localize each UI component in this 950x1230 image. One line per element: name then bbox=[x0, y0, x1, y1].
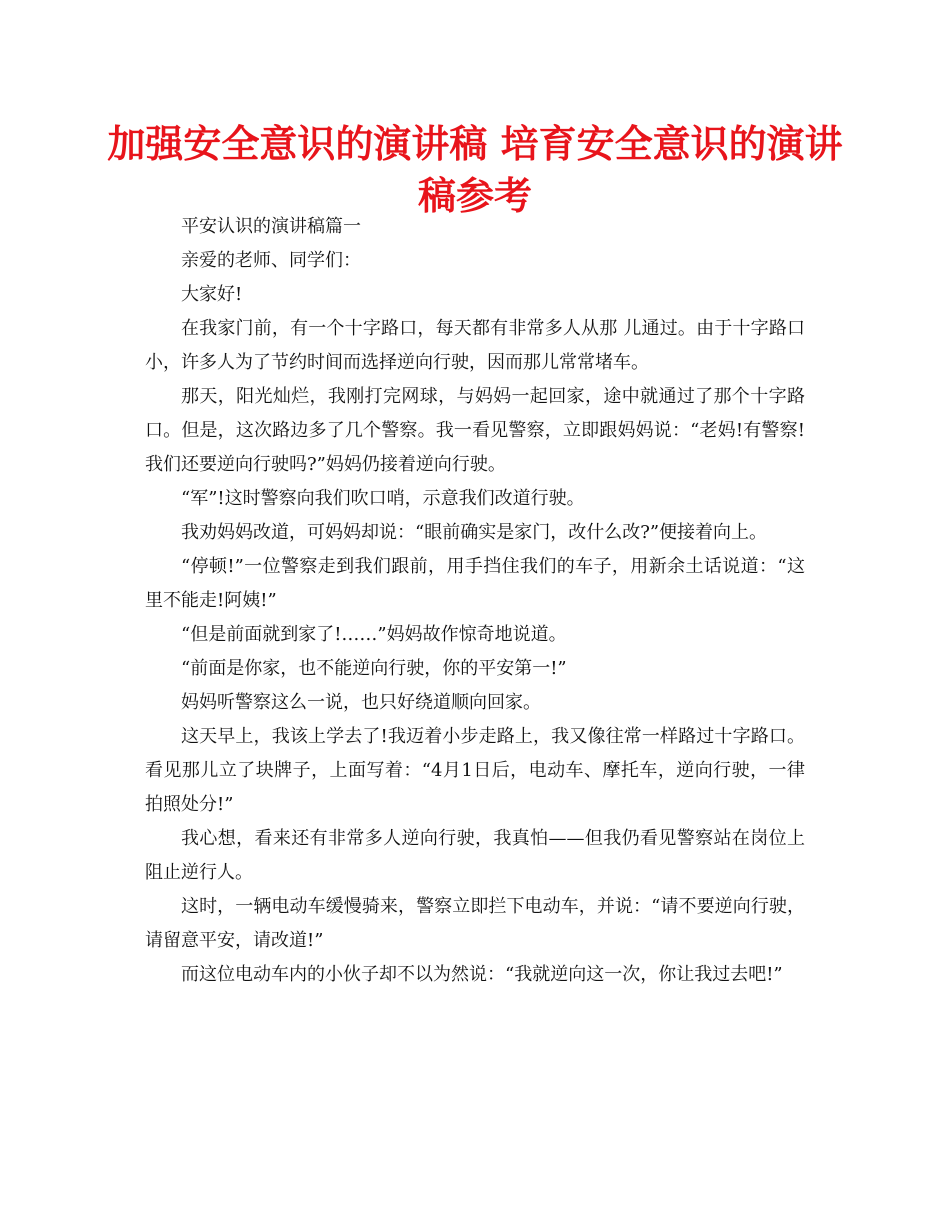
document-body bbox=[145, 210, 805, 992]
paragraph: 我劝妈妈改道，可妈妈却说：“眼前确实是家门，改什么改?”便接着向上。 bbox=[181, 522, 768, 543]
paragraph: 这时，一辆电动车缓慢骑来，警察立即拦下电动车，并说：“请不要逆向行驶，请留意平安，请改道!” bbox=[145, 896, 805, 951]
paragraph: “但是前面就到家了!……”妈妈故作惊奇地说道。 bbox=[181, 624, 567, 645]
paragraph: 亲爱的老师、同学们： bbox=[181, 250, 361, 271]
paragraph: “停顿!”一位警察走到我们跟前，用手挡住我们的车子，用新余土话说道：“这里不能走!阿姨!” bbox=[145, 556, 805, 611]
paragraph: 那天，阳光灿烂，我刚打完网球，与妈妈一起回家，途中就通过了那个十字路口。但是，这次路边多了几个警察。我一看见警察，立即跟妈妈说：“老妈!有警察!我们还要逆向行驶吗?”妈妈仍接着逆向行驶。 bbox=[145, 386, 805, 475]
paragraph: 平安认识的演讲稿篇一 bbox=[181, 216, 361, 237]
paragraph: 我心想，看来还有非常多人逆向行驶，我真怕——但我仍看见警察站在岗位上阻止逆行人。 bbox=[145, 828, 805, 883]
paragraph: “军”!这时警察向我们吹口哨，示意我们改道行驶。 bbox=[181, 488, 585, 509]
document-title: 加强安全意识的演讲稿 培育安全意识的演讲稿参考 bbox=[107, 122, 843, 218]
paragraph: 而这位电动车内的小伙子却不以为然说：“我就逆向这一次，你让我过去吧!” bbox=[181, 964, 783, 985]
paragraph: 在我家门前，有一个十字路口，每天都有非常多人从那 儿通过。由于十字路口小，许多人为了节约时间而选择逆向行驶，因而那儿常常堵车。 bbox=[145, 318, 805, 373]
paragraph: 大家好! bbox=[181, 284, 243, 305]
paragraph: 妈妈听警察这么一说，也只好绕道顺向回家。 bbox=[181, 692, 541, 713]
paragraph: 这天早上，我该上学去了!我迈着小步走路上，我又像往常一样路过十字路口。看见那儿立了块牌子，上面写着：“4月1日后，电动车、摩托车，逆向行驶，一律拍照处分!” bbox=[145, 726, 805, 815]
paragraph: “前面是你家，也不能逆向行驶，你的平安第一!” bbox=[181, 658, 567, 679]
